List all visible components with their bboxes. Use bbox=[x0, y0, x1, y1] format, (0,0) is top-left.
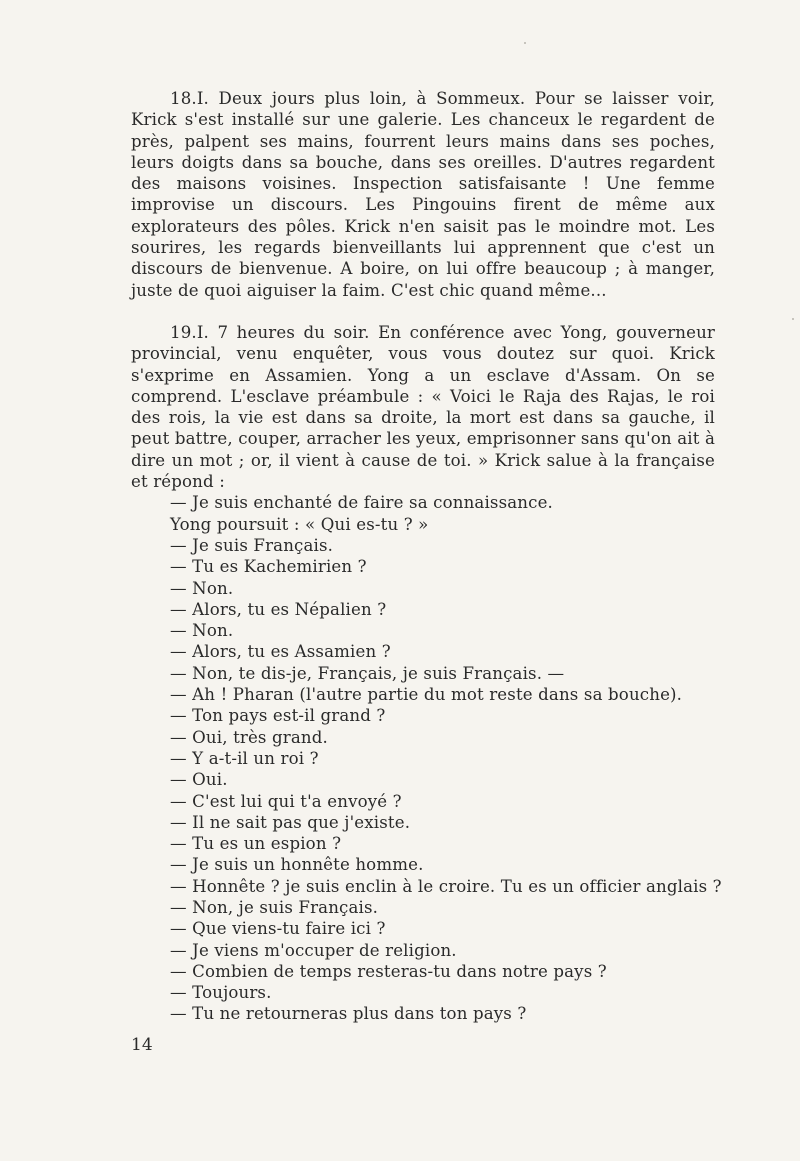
dialogue-line: — Oui. bbox=[170, 770, 228, 790]
dialogue-line: — Je viens m'occuper de religion. bbox=[170, 940, 457, 960]
page-number: 14 bbox=[131, 1035, 153, 1055]
dialogue-line: Yong poursuit : « Qui es-tu ? » bbox=[170, 514, 429, 534]
paper-speck bbox=[792, 318, 794, 320]
dialogue-line: — Non, te dis-je, Français, je suis Français. — bbox=[170, 663, 565, 683]
dialogue-line: — Ah ! Pharan (l'autre partie du mot reste dans sa bouche). bbox=[170, 685, 683, 705]
dialogue-line: — Toujours. bbox=[170, 983, 272, 1003]
dialogue-line: — Il ne sait pas que j'existe. bbox=[170, 812, 411, 832]
dialogue-line: — Honnête ? je suis enclin à le croire. Tu es un officier anglais ? bbox=[170, 876, 722, 896]
dialogue-line: — Combien de temps resteras-tu dans notre pays ? bbox=[170, 961, 607, 981]
dialogue-line: — Tu es Kachemirien ? bbox=[170, 557, 367, 577]
dialogue-line: — Alors, tu es Assamien ? bbox=[170, 642, 391, 662]
dialogue-line: — Non. bbox=[170, 621, 234, 641]
dialogue-line: — Non, je suis Français. bbox=[170, 897, 379, 917]
dialogue-line: — Oui, très grand. bbox=[170, 727, 328, 747]
dialogue-line: — Ton pays est-il grand ? bbox=[170, 706, 386, 726]
dialogue-line: — Alors, tu es Népalien ? bbox=[170, 599, 387, 619]
dialogue-line: — Non. bbox=[170, 578, 234, 598]
dialogue-line: — Y a-t-il un roi ? bbox=[170, 748, 319, 768]
book-page-text bbox=[131, 88, 722, 1025]
dialogue-line: — C'est lui qui t'a envoyé ? bbox=[170, 791, 402, 811]
paragraph-18-i: 18.I. Deux jours plus loin, à Sommeux. Pour se laisser voir, Krick s'est installé sur une galerie. Les chanceux le regardent de près, palpent ses mains, fourrent leurs mains dans ses poches, leurs doigts dans sa bouche, dans ses oreilles. D'autres regardent des maisons voisines. Inspection satisfaisante ! Une femme improvise un discours. Les Pingouins firent de même aux explorateurs des pôles. Krick n'en saisit pas le moindre mot. Les sourires, les regards bienveillants lui apprennent que c'est un discours de bienvenue. A boire, on lui offre beaucoup ; à manger, juste de quoi aiguiser la faim. C'est chic quand même... bbox=[131, 89, 715, 300]
dialogue-line: — Je suis enchanté de faire sa connaissance. bbox=[170, 493, 553, 513]
dialogue-line: — Je suis Français. bbox=[170, 535, 334, 555]
dialogue-line: — Que viens-tu faire ici ? bbox=[170, 919, 386, 939]
paragraph-19-i: 19.I. 7 heures du soir. En conférence avec Yong, gouverneur provincial, venu enquêter, vous vous doutez sur quoi. Krick s'exprime en Assamien. Yong a un esclave d'Assam. On se comprend. L'esclave préambule : « Voici le Raja des Rajas, le roi des rois, la vie est dans sa droite, la mort est dans sa gauche, il peut battre, couper, arracher les yeux, emprisonner sans qu'on ait à dire un mot ; or, il vient à cause de toi. » Krick salue à la française et répond : bbox=[131, 322, 715, 492]
dialogue-line: — Je suis un honnête homme. bbox=[170, 855, 424, 875]
dialogue-line: — Tu ne retourneras plus dans ton pays ? bbox=[170, 1004, 527, 1024]
dialogue-line: — Tu es un espion ? bbox=[170, 834, 342, 854]
paper-speck bbox=[524, 42, 526, 44]
dialogue-lines bbox=[131, 492, 722, 1024]
